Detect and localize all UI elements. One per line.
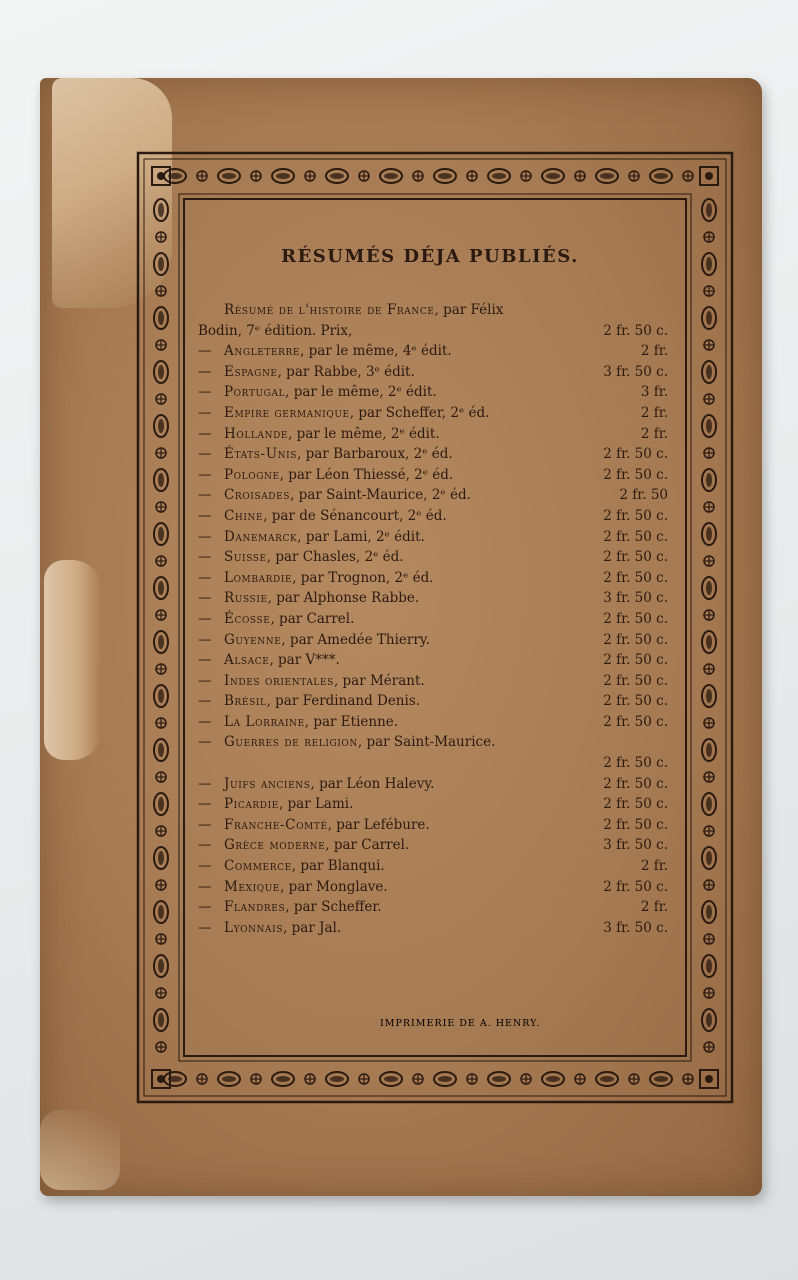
entry-dash: — xyxy=(198,858,212,875)
entries-list xyxy=(198,300,668,938)
ornament-cross xyxy=(467,171,477,181)
entry-price: 2 fr. xyxy=(640,899,668,916)
ornament-oval xyxy=(154,307,168,329)
ornament-cross xyxy=(704,232,714,242)
ornament-cross xyxy=(156,1042,166,1052)
entry-price: 2 fr. 50 c. xyxy=(603,755,668,772)
list-item xyxy=(198,691,668,712)
ornament-cross xyxy=(704,610,714,620)
entry-author: , par Monglave. xyxy=(280,878,388,895)
ornament-oval xyxy=(154,361,168,383)
ornament-cross xyxy=(704,826,714,836)
ornament-oval xyxy=(702,469,716,491)
entry-title: Lyonnais xyxy=(224,919,284,936)
ornament-oval xyxy=(154,577,168,599)
entry-author: , par Jal. xyxy=(283,919,342,936)
ornament-oval xyxy=(272,169,294,183)
entry-price: 2 fr. 50 c. xyxy=(603,528,668,545)
ornament-oval xyxy=(154,469,168,491)
ornament-cross xyxy=(156,880,166,890)
ornament-cross xyxy=(629,1074,639,1084)
list-item xyxy=(198,609,668,630)
list-item xyxy=(198,485,668,506)
list-item xyxy=(198,835,668,856)
entry-dash: — xyxy=(198,507,212,524)
ornament-corner-dot xyxy=(705,172,713,180)
ornament-cross xyxy=(305,171,315,181)
ornament-oval xyxy=(218,169,240,183)
entry-price: 2 fr. xyxy=(640,404,668,421)
entry-dash: — xyxy=(198,899,212,916)
ornament-cross xyxy=(575,171,585,181)
list-item xyxy=(198,465,668,486)
entry-author: , par Lefébure. xyxy=(327,816,430,833)
ornament-oval xyxy=(154,901,168,923)
entry-dash: — xyxy=(198,590,212,607)
entry-title: Juifs anciens xyxy=(224,775,311,792)
entry-dash: — xyxy=(198,610,212,627)
entry-price: 2 fr. 50 c. xyxy=(603,796,668,813)
entry-author: , par Barbaroux, 2ᵉ éd. xyxy=(297,446,453,463)
ornament-oval xyxy=(154,685,168,707)
list-item xyxy=(198,424,668,445)
entry-dash: — xyxy=(198,878,212,895)
ornament-oval xyxy=(488,169,510,183)
entry-price: 2 fr. xyxy=(640,425,668,442)
entry-author: , par Trognon, 2ᵉ éd. xyxy=(292,569,434,586)
ornament-corner-dot xyxy=(705,1075,713,1083)
ornament-cross xyxy=(704,934,714,944)
ornament-oval xyxy=(702,901,716,923)
list-item xyxy=(198,341,668,362)
ornament-oval xyxy=(154,847,168,869)
ornament-cross xyxy=(251,1074,261,1084)
entry-price: 3 fr. 50 c. xyxy=(603,590,668,607)
entry-author: , par Lami, 2ᵉ édit. xyxy=(297,528,425,545)
ornament-cross xyxy=(197,171,207,181)
list-item xyxy=(198,588,668,609)
ornament-cross xyxy=(156,988,166,998)
ornament-cross xyxy=(704,556,714,566)
entry-dash: — xyxy=(198,466,212,483)
ornament-cross xyxy=(156,394,166,404)
list-item xyxy=(198,877,668,898)
entry-price: 2 fr. 50 c. xyxy=(603,878,668,895)
list-item xyxy=(198,712,668,733)
ornament-cross xyxy=(359,171,369,181)
entry-title: Écosse xyxy=(224,610,271,627)
ornament-cross xyxy=(704,502,714,512)
entry-dash: — xyxy=(198,487,212,504)
entry-author: , par Léon Halevy. xyxy=(310,775,435,792)
ornament-oval xyxy=(542,169,564,183)
entry-title: États-Unis xyxy=(224,446,298,463)
ornament-cross xyxy=(683,1074,693,1084)
entry-dash: — xyxy=(198,672,212,689)
ornament-cross xyxy=(704,286,714,296)
entry-author: , par Amedée Thierry. xyxy=(281,631,430,648)
ornament-cross xyxy=(521,171,531,181)
ornament-cross xyxy=(305,1074,315,1084)
list-item xyxy=(198,300,668,321)
ornament-cross xyxy=(251,171,261,181)
ornament-cross xyxy=(156,340,166,350)
ornament-cross xyxy=(156,718,166,728)
ornament-oval xyxy=(702,847,716,869)
entry-title: Commerce xyxy=(224,858,292,875)
ornament-cross xyxy=(156,664,166,674)
ornament-cross xyxy=(629,171,639,181)
entry-dash: — xyxy=(198,775,212,792)
entry-price: 2 fr. 50 c. xyxy=(603,569,668,586)
ornament-cross xyxy=(156,934,166,944)
entry-author: , par Scheffer. xyxy=(285,899,382,916)
list-item xyxy=(198,815,668,836)
list-item xyxy=(198,918,668,939)
entry-dash: — xyxy=(198,384,212,401)
printer-imprint: IMPRIMERIE DE A. HENRY. xyxy=(380,1018,541,1029)
entry-price: 2 fr. 50 c. xyxy=(603,816,668,833)
ornament-cross xyxy=(704,1042,714,1052)
list-item xyxy=(198,856,668,877)
ornament-cross xyxy=(704,394,714,404)
ornament-cross xyxy=(704,718,714,728)
ornament-cross xyxy=(704,340,714,350)
entry-title: Suisse xyxy=(224,549,267,566)
entry-title: Guyenne xyxy=(224,631,282,648)
entry-dash: — xyxy=(198,363,212,380)
entry-author: , par Saint-Maurice, 2ᵉ éd. xyxy=(290,487,471,504)
entry-price: 2 fr. 50 c. xyxy=(603,652,668,669)
ornament-oval xyxy=(154,199,168,221)
entry-title: Flandres xyxy=(224,899,286,916)
entry-title: Mexique xyxy=(224,878,281,895)
entry-author: , par le même, 2ᵉ édit. xyxy=(288,425,440,442)
entry-author: , par Alphonse Rabbe. xyxy=(267,590,420,607)
entry-dash: — xyxy=(198,404,212,421)
entry-author: , par Félix xyxy=(434,302,504,318)
entry-dash: — xyxy=(198,631,212,648)
ornament-oval xyxy=(702,685,716,707)
entry-title: Chine xyxy=(224,507,264,524)
ornament-oval xyxy=(702,739,716,761)
list-item xyxy=(198,671,668,692)
entry-dash: — xyxy=(198,693,212,710)
ornament-oval xyxy=(702,307,716,329)
entry-dash: — xyxy=(198,734,212,751)
ornament-oval xyxy=(164,169,186,183)
ornament-oval xyxy=(702,523,716,545)
entry-price: 2 fr. 50 c. xyxy=(603,693,668,710)
entry-price: 2 fr. 50 c. xyxy=(603,775,668,792)
ornament-oval xyxy=(154,955,168,977)
entry-price: 3 fr. 50 c. xyxy=(603,363,668,380)
ornament-oval xyxy=(326,1072,348,1086)
entry-author: , par Etienne. xyxy=(304,713,399,730)
entry-title: Empire germanique xyxy=(224,404,350,421)
list-item xyxy=(198,382,668,403)
entry-dash: — xyxy=(198,528,212,545)
ornament-cross xyxy=(197,1074,207,1084)
entry-title: Franche-Comté xyxy=(224,816,328,833)
entry-title: Grèce moderne xyxy=(224,837,326,854)
entry-title: Espagne xyxy=(224,363,278,380)
ornament-oval xyxy=(218,1072,240,1086)
list-item xyxy=(198,547,668,568)
ornament-cross xyxy=(413,171,423,181)
ornament-cross xyxy=(575,1074,585,1084)
ornament-oval xyxy=(154,793,168,815)
entry-price: 2 fr. xyxy=(640,343,668,360)
entry-dash: — xyxy=(198,919,212,936)
entry-author: , par le même, 4ᵉ édit. xyxy=(300,343,452,360)
ornament-cross xyxy=(156,556,166,566)
entry-title: La Lorraine xyxy=(224,713,305,730)
entry-dash: — xyxy=(198,343,212,360)
ornament-oval xyxy=(702,1009,716,1031)
entry-dash: — xyxy=(198,713,212,730)
entry-author: , par Blanqui. xyxy=(291,858,385,875)
ornament-corner-dot xyxy=(157,1075,165,1083)
entry-price: 3 fr. xyxy=(640,384,668,401)
entry-author: , par Léon Thiessé, 2ᵉ éd. xyxy=(279,466,454,483)
entry-title: Guerres de religion xyxy=(224,734,358,751)
ornament-cross xyxy=(704,880,714,890)
entry-title: Résumé de l'histoire de France xyxy=(224,302,435,318)
entry-dash: — xyxy=(198,652,212,669)
ornament-oval xyxy=(154,631,168,653)
ornament-cross xyxy=(413,1074,423,1084)
list-item xyxy=(198,506,668,527)
ornament-oval xyxy=(326,169,348,183)
ornament-oval xyxy=(650,169,672,183)
entry-title: Danemarck xyxy=(224,528,298,545)
list-item xyxy=(198,321,668,342)
ornament-cross xyxy=(156,448,166,458)
ornament-cross xyxy=(156,232,166,242)
worn-corner xyxy=(40,1110,120,1190)
entry-author: , par V***. xyxy=(269,652,340,669)
ornament-cross xyxy=(704,664,714,674)
ornament-oval xyxy=(380,169,402,183)
ornament-cross xyxy=(156,772,166,782)
entry-title: Croisades xyxy=(224,487,291,504)
entry-author: , par le même, 2ᵉ édit. xyxy=(285,384,437,401)
ornament-oval xyxy=(488,1072,510,1086)
ornament-cross xyxy=(359,1074,369,1084)
ornament-oval xyxy=(596,169,618,183)
entry-title: Pologne xyxy=(224,466,280,483)
page-title: RÉSUMÉS DÉJA PUBLIÉS. xyxy=(281,246,579,267)
entry-price: 2 fr. 50 c. xyxy=(603,322,668,339)
entry-dash: — xyxy=(198,446,212,463)
entry-price: 2 fr. 50 c. xyxy=(603,631,668,648)
entry-dash: — xyxy=(198,837,212,854)
torn-edge xyxy=(44,560,102,760)
entry-price: 2 fr. 50 c. xyxy=(603,713,668,730)
list-item xyxy=(198,794,668,815)
entry-dash: — xyxy=(198,569,212,586)
list-item xyxy=(198,444,668,465)
entry-title: Brésil xyxy=(224,693,267,710)
entry-author: , par Saint-Maurice. xyxy=(357,734,496,751)
entry-dash: — xyxy=(198,549,212,566)
list-item xyxy=(198,753,668,774)
ornament-oval xyxy=(154,253,168,275)
entry-author: Bodin, 7ᵉ édition. Prix, xyxy=(198,322,353,339)
entry-price: 3 fr. 50 c. xyxy=(603,837,668,854)
ornament-oval xyxy=(434,1072,456,1086)
entry-title: Picardie xyxy=(224,796,279,813)
entry-author: , par Carrel. xyxy=(325,837,410,854)
entry-dash: — xyxy=(198,425,212,442)
ornament-oval xyxy=(154,523,168,545)
ornament-oval xyxy=(702,361,716,383)
list-item xyxy=(198,774,668,795)
entry-dash: — xyxy=(198,816,212,833)
entry-price: 2 fr. 50 c. xyxy=(603,446,668,463)
ornament-oval xyxy=(272,1072,294,1086)
ornament-oval xyxy=(702,955,716,977)
ornament-cross xyxy=(704,448,714,458)
ornament-oval xyxy=(164,1072,186,1086)
entry-author: , par Ferdinand Denis. xyxy=(266,693,421,710)
list-item xyxy=(198,362,668,383)
list-item xyxy=(198,630,668,651)
ornament-oval xyxy=(542,1072,564,1086)
ornament-oval xyxy=(154,739,168,761)
entry-price: 2 fr. 50 c. xyxy=(603,549,668,566)
ornament-oval xyxy=(434,169,456,183)
entry-author: , par Lami. xyxy=(278,796,354,813)
entry-dash: — xyxy=(198,796,212,813)
list-item xyxy=(198,650,668,671)
catalog-page xyxy=(190,240,670,1060)
ornament-oval xyxy=(702,631,716,653)
ornament-oval xyxy=(596,1072,618,1086)
ornament-cross xyxy=(704,988,714,998)
ornament-cross xyxy=(156,502,166,512)
entry-title: Portugal xyxy=(224,384,286,401)
entry-title: Russie xyxy=(224,590,268,607)
entry-title: Hollande xyxy=(224,425,289,442)
list-item xyxy=(198,568,668,589)
ornament-cross xyxy=(156,826,166,836)
ornament-oval xyxy=(702,415,716,437)
ornament-cross xyxy=(156,610,166,620)
ornament-oval xyxy=(702,199,716,221)
list-item xyxy=(198,732,668,753)
entry-author: , par Chasles, 2ᵉ éd. xyxy=(266,549,404,566)
ornament-oval xyxy=(380,1072,402,1086)
ornament-cross xyxy=(467,1074,477,1084)
entry-author: , par Scheffer, 2ᵉ éd. xyxy=(349,404,490,421)
entry-price: 3 fr. 50 c. xyxy=(603,919,668,936)
entry-title: Alsace xyxy=(224,652,270,669)
entry-price: 2 fr. 50 c. xyxy=(603,672,668,689)
entry-price: 2 fr. xyxy=(640,858,668,875)
ornament-oval xyxy=(650,1072,672,1086)
entry-author: , par de Sénancourt, 2ᵉ éd. xyxy=(263,507,447,524)
entry-title: Indes orientales xyxy=(224,672,334,689)
ornament-oval xyxy=(702,577,716,599)
list-item xyxy=(198,897,668,918)
entry-title: Lombardie xyxy=(224,569,293,586)
ornament-oval xyxy=(154,415,168,437)
entry-price: 2 fr. 50 xyxy=(619,487,668,504)
ornament-corner-dot xyxy=(157,172,165,180)
entry-author: , par Rabbe, 3ᵉ édit. xyxy=(277,363,415,380)
ornament-cross xyxy=(156,286,166,296)
ornament-oval xyxy=(702,793,716,815)
list-item xyxy=(198,527,668,548)
ornament-oval xyxy=(154,1009,168,1031)
list-item xyxy=(198,403,668,424)
ornament-cross xyxy=(521,1074,531,1084)
entry-author: , par Carrel. xyxy=(270,610,355,627)
entry-author: , par Mérant. xyxy=(333,672,425,689)
ornament-oval xyxy=(702,253,716,275)
ornament-cross xyxy=(683,171,693,181)
entry-price: 2 fr. 50 c. xyxy=(603,507,668,524)
ornament-cross xyxy=(704,772,714,782)
entry-title: Angleterre xyxy=(224,343,301,360)
entry-price: 2 fr. 50 c. xyxy=(603,466,668,483)
entry-price: 2 fr. 50 c. xyxy=(603,610,668,627)
